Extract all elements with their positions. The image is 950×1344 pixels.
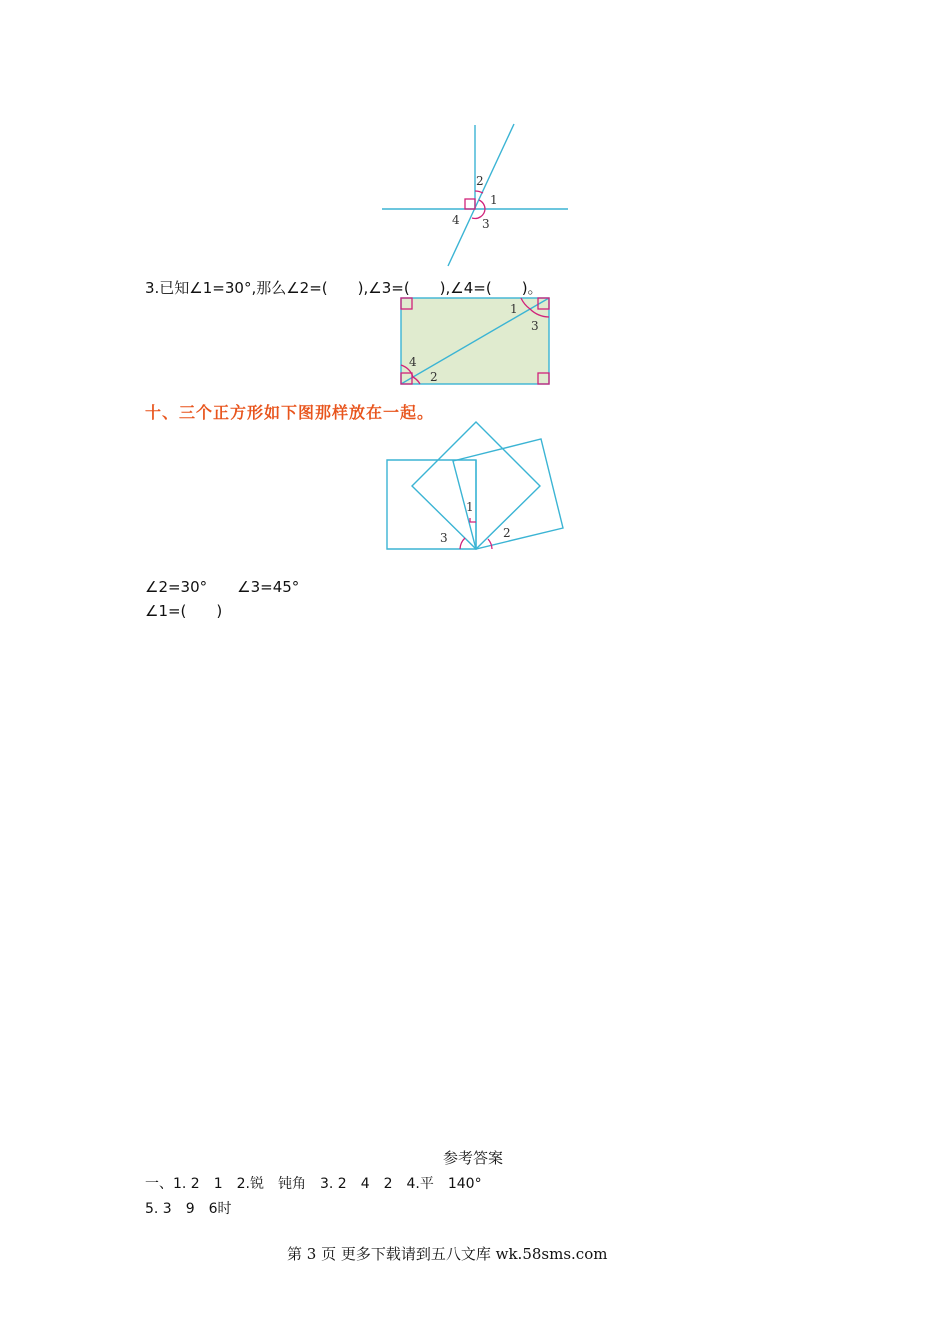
slanted-line: [448, 124, 514, 266]
given-angles: ∠2=30° ∠3=45°: [145, 578, 300, 596]
angle-label-1: 1: [490, 193, 498, 207]
angle-3-arc: [460, 538, 465, 549]
angle-2-arc: [488, 539, 492, 549]
answers-title: 参考答案: [443, 1149, 504, 1167]
answers-line-1: 一、1. 2 1 2.锐 钝角 3. 2 4 2 4.平 140°: [145, 1176, 482, 1192]
angle-1-blank: ∠1=( ): [145, 602, 223, 620]
right-angle-marker: [465, 199, 475, 209]
answers-line-2: 5. 3 9 6时: [145, 1201, 232, 1217]
angle-label-3: 3: [482, 217, 490, 231]
question-3: 3.已知∠1=30°,那么∠2=( ),∠3=( ),∠4=( )。: [145, 279, 543, 297]
angle-label-4: 4: [452, 213, 460, 227]
angle-label-2: 2: [476, 174, 484, 188]
angle-label-1: 1: [510, 302, 518, 316]
angle-label-3: 3: [440, 531, 448, 545]
section-10-title: 十、三个正方形如下图那样放在一起。: [145, 403, 435, 422]
angle-label-1: 1: [466, 500, 474, 514]
angle-1-marker: [470, 518, 476, 522]
figure-three-squares: [384, 418, 569, 554]
angle-label-4: 4: [409, 355, 417, 369]
angle-2-arc: [475, 191, 483, 193]
figure-rectangle-diagonal: [400, 297, 550, 387]
angle-label-2: 2: [430, 370, 438, 384]
figure-intersecting-lines: [380, 120, 570, 270]
angle-label-3: 3: [531, 319, 539, 333]
angle-label-2: 2: [503, 526, 511, 540]
page-footer: 第 3 页 更多下载请到五八文库 wk.58sms.com: [287, 1245, 608, 1263]
